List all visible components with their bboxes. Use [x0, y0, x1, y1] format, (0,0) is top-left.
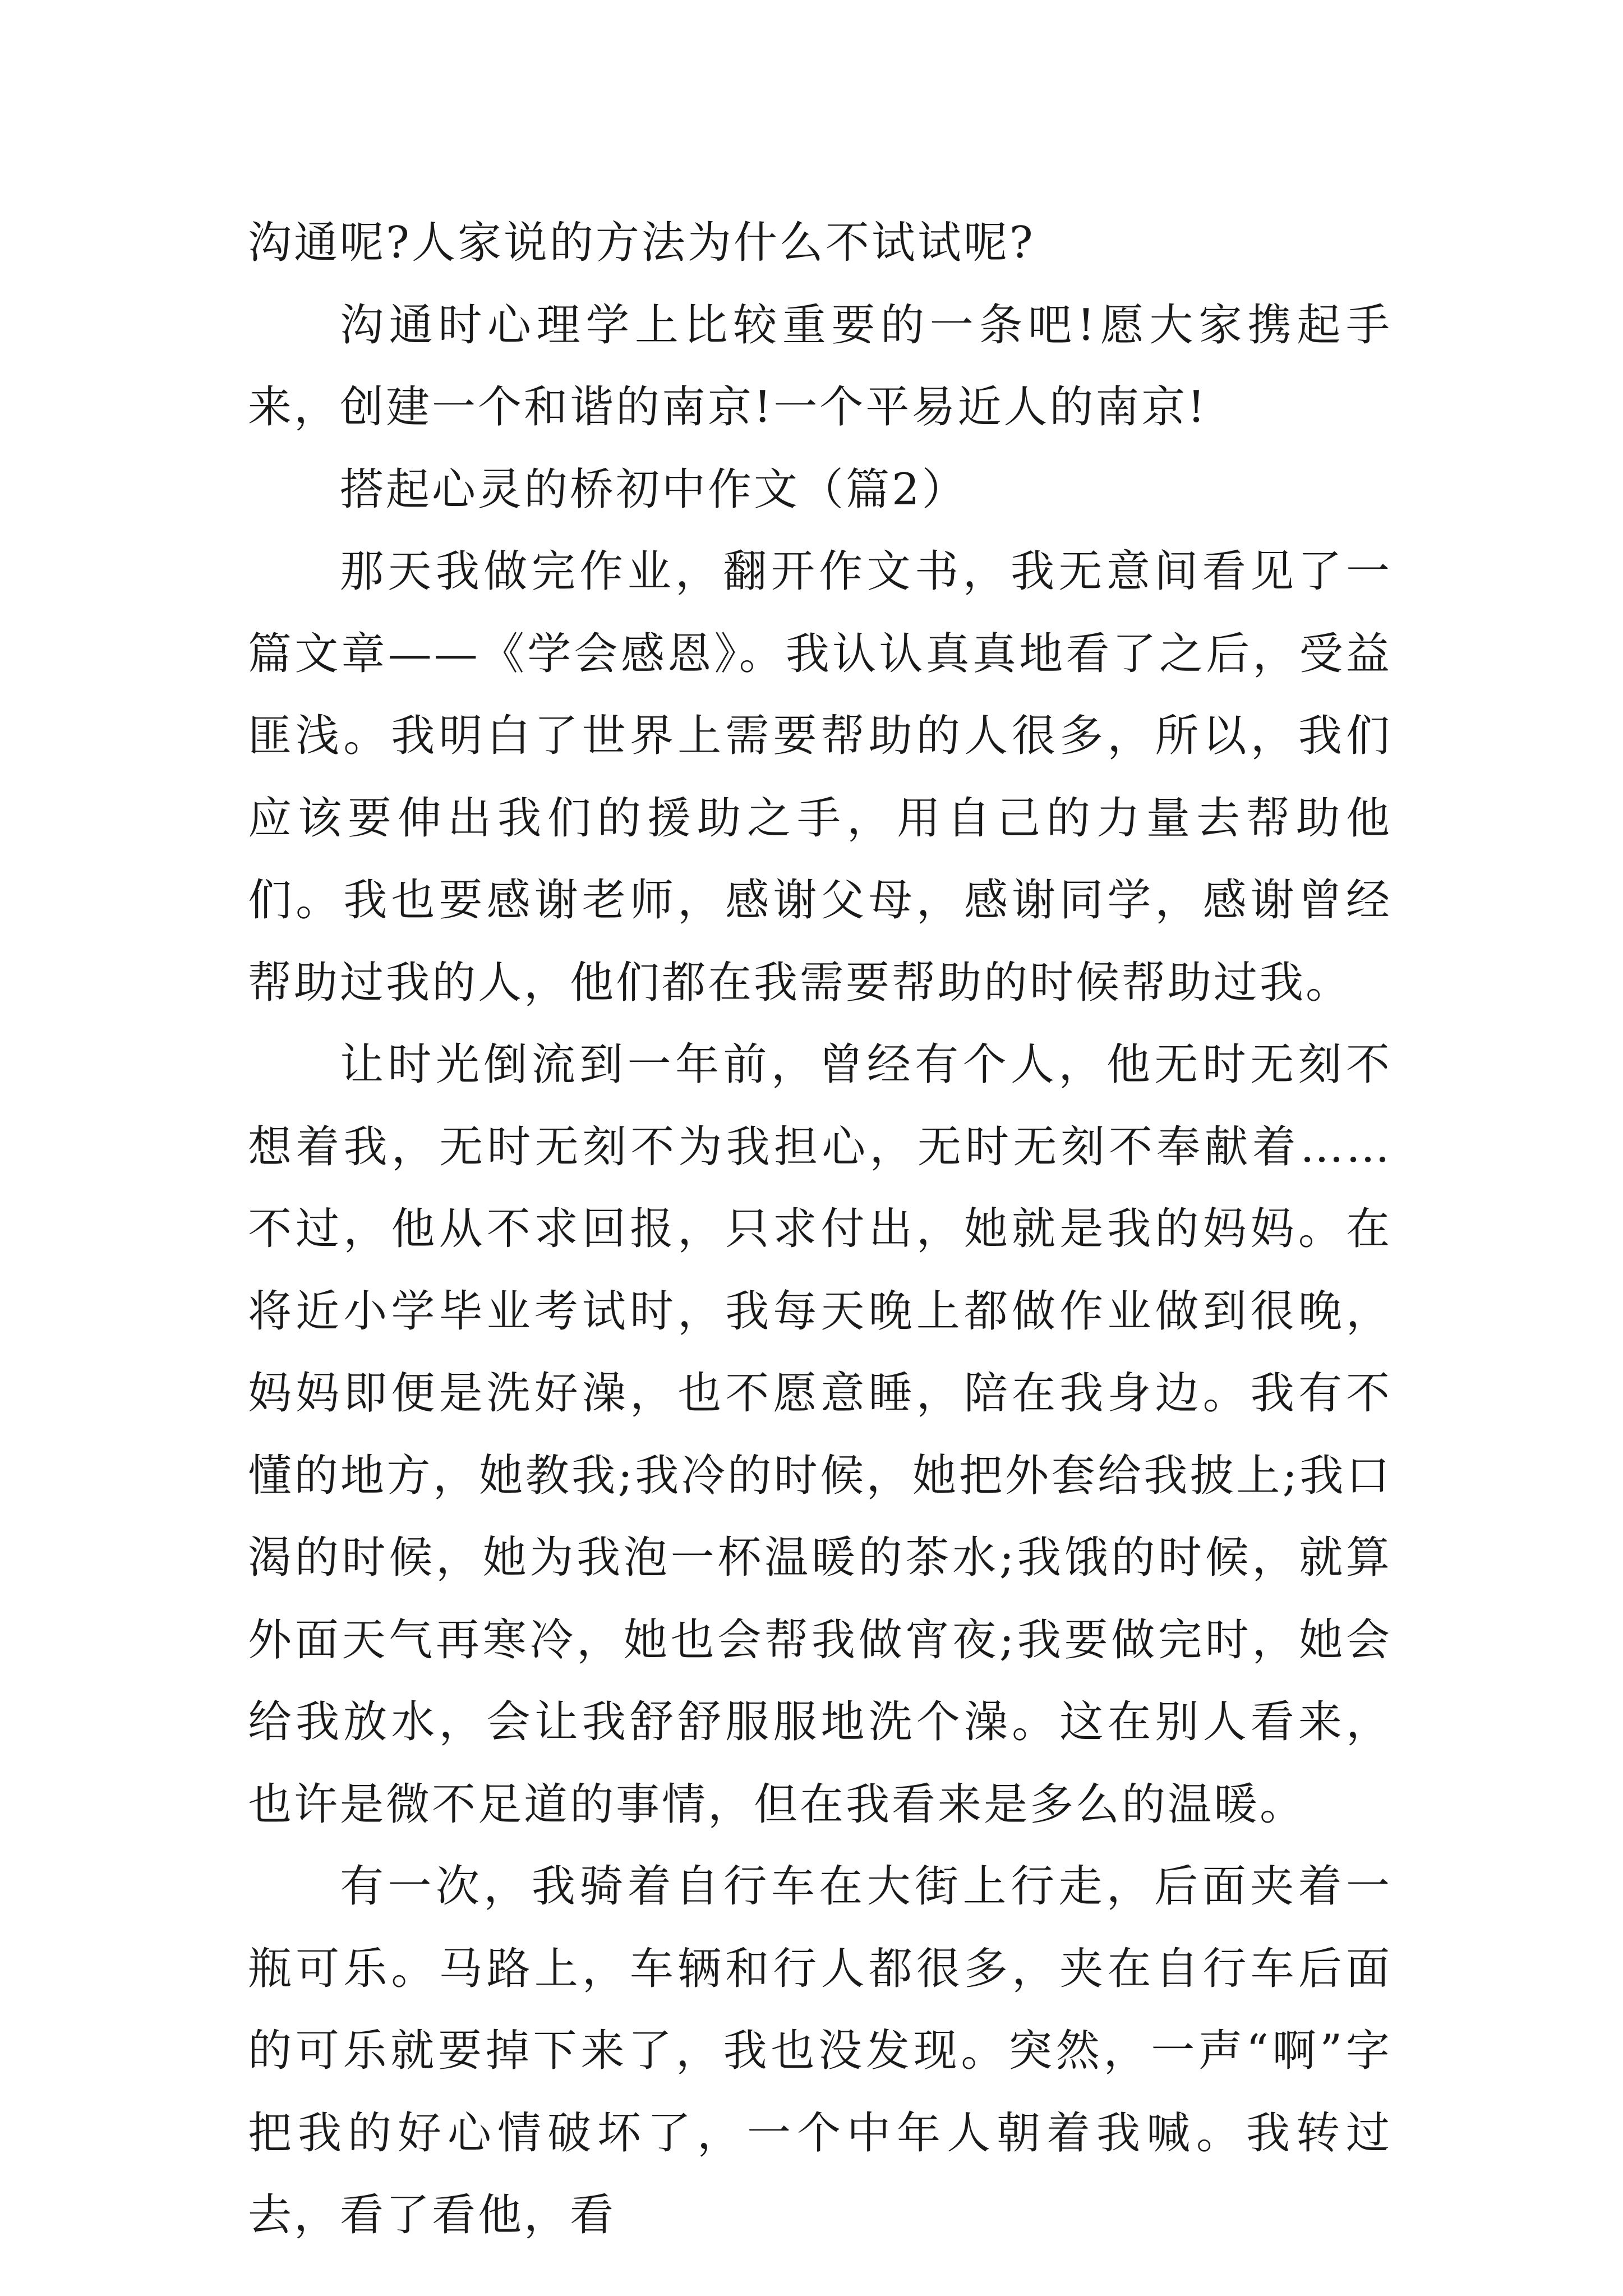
article-body — [248, 202, 1392, 2257]
paragraph: 有一次，我骑着自行车在大街上行走，后面夹着一瓶可乐。马路上，车辆和行人都很多，夹在自行车后面的可乐就要掉下来了，我也没发现。突然，一声“啊”字把我的好心情破坏了，一个中年人朝着我喊。我转过去，看了看他，看 — [248, 1861, 1392, 2240]
paragraph: 让时光倒流到一年前，曾经有个人，他无时无刻不想着我，无时无刻不为我担心，无时无刻不奉献着……不过，他从不求回报，只求付出，她就是我的妈妈。在将近小学毕业考试时，我每天晚上都做作业做到很晚，妈妈即便是洗好澡，也不愿意睡，陪在我身边。我有不懂的地方，她教我;我冷的时候，她把外套给我披上;我口渴的时候，她为我泡一杯温暖的茶水;我饿的时候，就算外面天气再寒冷，她也会帮我做宵夜;我要做完时，她会给我放水，会让我舒舒服服地洗个澡。这在别人看来，也许是微不足道的事情，但在我看来是多么的温暖。 — [248, 1039, 1392, 1830]
paragraph: 那天我做完作业，翻开作文书，我无意间看见了一篇文章——《学会感恩》。我认认真真地看了之后，受益匪浅。我明白了世界上需要帮助的人很多，所以，我们应该要伸出我们的援助之手，用自己的力量去帮助他们。我也要感谢老师，感谢父母，感谢同学，感谢曾经帮助过我的人，他们都在我需要帮助的时候帮助过我。 — [248, 546, 1392, 1008]
section-title: 搭起心灵的桥初中作文（篇2） — [340, 464, 968, 515]
paragraph-closing: 沟通时心理学上比较重要的一条吧!愿大家携起手来，创建一个和谐的南京!一个平易近人的南京! — [248, 300, 1392, 432]
paragraph-continuation: 沟通呢?人家说的方法为什么不试试呢? — [248, 218, 1035, 268]
